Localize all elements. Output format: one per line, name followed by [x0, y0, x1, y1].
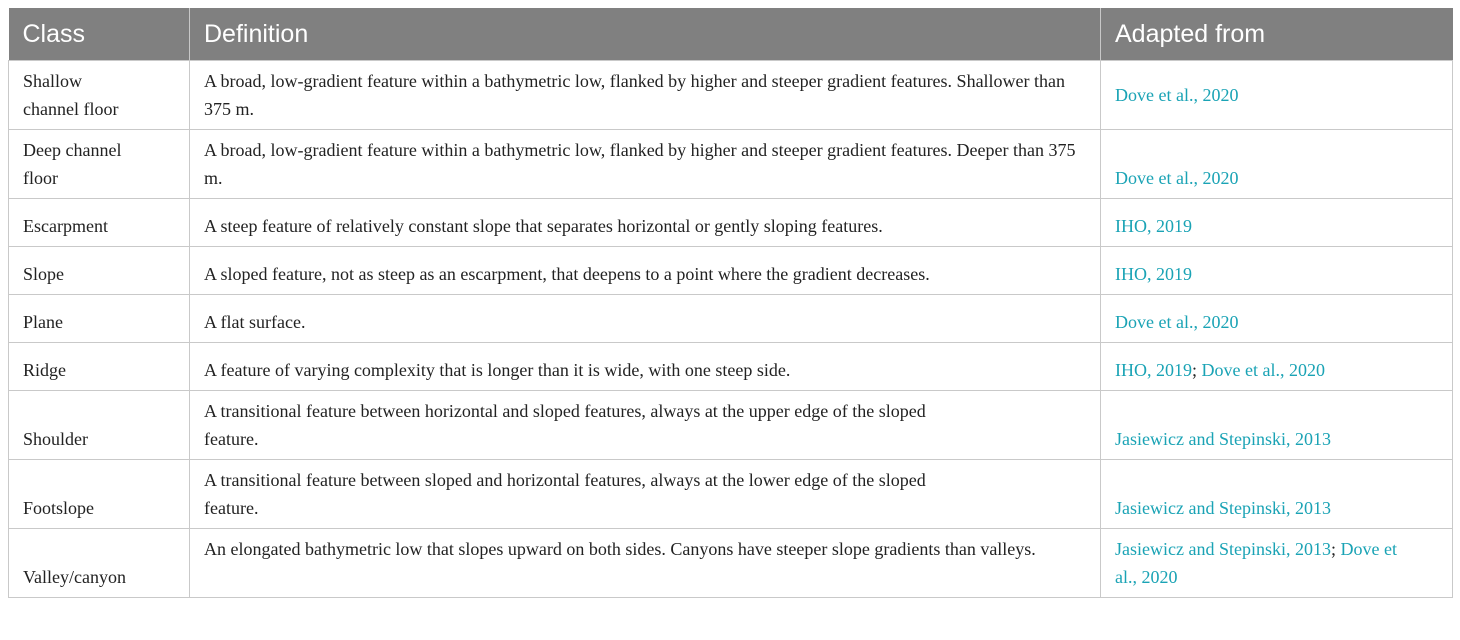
reference-separator: ; — [1192, 360, 1202, 380]
definition-cell: A flat surface. — [190, 295, 1101, 343]
definition-cell: A transitional feature between horizontal and sloped features, always at the upper edge of the sloped feature. — [190, 391, 1101, 460]
class-cell: Shallow channel floor — [9, 61, 190, 130]
header-row — [9, 8, 1453, 61]
table-row — [9, 529, 1453, 598]
reference-link[interactable]: IHO, 2019 — [1115, 216, 1192, 236]
class-cell: Shoulder — [9, 391, 190, 460]
reference-cell — [1101, 343, 1453, 391]
classification-table — [8, 8, 1453, 598]
class-cell: Slope — [9, 247, 190, 295]
class-cell: Ridge — [9, 343, 190, 391]
reference-cell — [1101, 295, 1453, 343]
class-cell: Footslope — [9, 460, 190, 529]
table-row — [9, 130, 1453, 199]
table-row — [9, 391, 1453, 460]
class-cell: Valley/canyon — [9, 529, 190, 598]
header-adapted-from: Adapted from — [1101, 8, 1453, 61]
reference-link[interactable]: Dove et al., 2020 — [1115, 539, 1397, 587]
reference-link[interactable]: Dove et al., 2020 — [1115, 85, 1239, 105]
reference-cell — [1101, 199, 1453, 247]
classification-table-container — [8, 8, 1452, 598]
reference-separator: ; — [1330, 539, 1341, 559]
reference-link[interactable]: Dove et al., 2020 — [1201, 360, 1325, 380]
table-row — [9, 343, 1453, 391]
table-row — [9, 460, 1453, 529]
definition-cell: A feature of varying complexity that is longer than it is wide, with one steep side. — [190, 343, 1101, 391]
reference-cell — [1101, 247, 1453, 295]
definition-cell: A broad, low-gradient feature within a bathymetric low, flanked by higher and steeper gradient features. Deeper than 375 m. — [190, 130, 1101, 199]
reference-link[interactable]: Jasiewicz and Stepinski, 2013 — [1115, 429, 1331, 449]
reference-link[interactable]: Dove et al., 2020 — [1115, 312, 1239, 332]
reference-link[interactable]: Jasiewicz and Stepinski, 2013 — [1115, 498, 1331, 518]
reference-cell — [1101, 460, 1453, 529]
reference-link[interactable]: IHO, 2019 — [1115, 264, 1192, 284]
class-cell: Deep channel floor — [9, 130, 190, 199]
reference-cell — [1101, 529, 1453, 598]
table-row — [9, 295, 1453, 343]
reference-link[interactable]: Jasiewicz and Stepinski, 2013 — [1115, 539, 1331, 559]
class-cell: Escarpment — [9, 199, 190, 247]
reference-link[interactable]: IHO, 2019 — [1115, 360, 1192, 380]
header-definition: Definition — [190, 8, 1101, 61]
header-class: Class — [9, 8, 190, 61]
definition-cell: An elongated bathymetric low that slopes upward on both sides. Canyons have steeper slope gradients than valleys. — [190, 529, 1101, 598]
class-cell: Plane — [9, 295, 190, 343]
definition-cell: A broad, low-gradient feature within a bathymetric low, flanked by higher and steeper gradient features. Shallower than 375 m. — [190, 61, 1101, 130]
table-row — [9, 247, 1453, 295]
reference-cell — [1101, 130, 1453, 199]
reference-link[interactable]: Dove et al., 2020 — [1115, 168, 1239, 188]
reference-cell — [1101, 61, 1453, 130]
table-row — [9, 199, 1453, 247]
table-row — [9, 61, 1453, 130]
definition-cell: A steep feature of relatively constant slope that separates horizontal or gently sloping features. — [190, 199, 1101, 247]
definition-cell: A transitional feature between sloped and horizontal features, always at the lower edge of the sloped feature. — [190, 460, 1101, 529]
definition-cell: A sloped feature, not as steep as an escarpment, that deepens to a point where the gradient decreases. — [190, 247, 1101, 295]
reference-cell — [1101, 391, 1453, 460]
